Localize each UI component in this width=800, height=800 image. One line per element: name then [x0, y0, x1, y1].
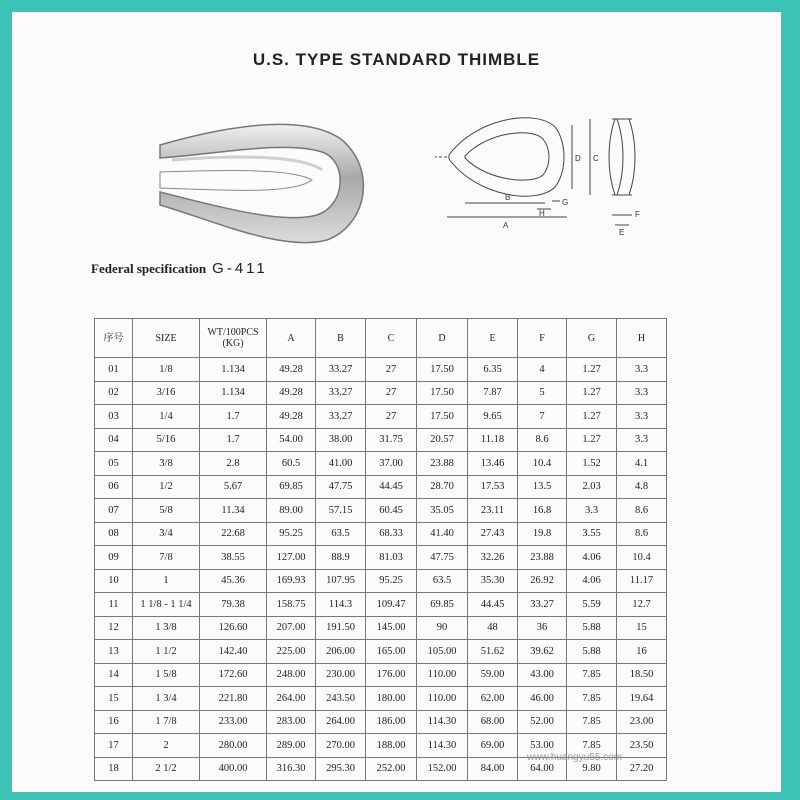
table-cell: 31.75: [366, 428, 417, 452]
table-cell: 252.00: [366, 757, 417, 781]
table-cell: 3.3: [617, 405, 667, 429]
table-cell: 264.00: [316, 710, 366, 734]
table-row: [95, 358, 667, 382]
table-row: [95, 381, 667, 405]
table-cell: 33.27: [518, 593, 567, 617]
table-cell: 08: [95, 522, 133, 546]
page-title: U.S. TYPE STANDARD THIMBLE: [252, 50, 541, 69]
table-cell: 176.00: [366, 663, 417, 687]
table-cell: 1 3/4: [133, 687, 200, 711]
table-cell: 1.52: [567, 452, 617, 476]
column-header: B: [316, 319, 366, 358]
table-cell: 69.00: [468, 734, 518, 758]
table-cell: 15: [95, 687, 133, 711]
table-cell: 45.36: [200, 569, 267, 593]
table-cell: 81.03: [366, 546, 417, 570]
table-cell: 6.35: [468, 358, 518, 382]
table-cell: 188.00: [366, 734, 417, 758]
table-cell: 43.00: [518, 663, 567, 687]
spec-sheet: [12, 12, 781, 792]
column-header: 序号: [95, 319, 133, 358]
table-cell: 27: [366, 405, 417, 429]
table-cell: 18.50: [617, 663, 667, 687]
table-cell: 27: [366, 358, 417, 382]
table-cell: 52.00: [518, 710, 567, 734]
table-cell: 221.80: [200, 687, 267, 711]
table-cell: 44.45: [366, 475, 417, 499]
table-cell: 28.70: [417, 475, 468, 499]
table-cell: 230.00: [316, 663, 366, 687]
table-cell: 152.00: [417, 757, 468, 781]
table-cell: 53.00: [518, 734, 567, 758]
table-cell: 22.68: [200, 522, 267, 546]
table-row: [95, 593, 667, 617]
federal-spec: [91, 260, 268, 277]
table-cell: 243.50: [316, 687, 366, 711]
table-cell: 69.85: [267, 475, 316, 499]
column-header: SIZE: [133, 319, 200, 358]
table-cell: 84.00: [468, 757, 518, 781]
column-header: C: [366, 319, 417, 358]
table-cell: 11.17: [617, 569, 667, 593]
table-cell: 107.95: [316, 569, 366, 593]
dim-label: G: [562, 198, 569, 207]
table-cell: 49.28: [267, 358, 316, 382]
table-cell: 5: [518, 381, 567, 405]
dim-label: F: [635, 210, 640, 219]
table-cell: 12.7: [617, 593, 667, 617]
column-header: F: [518, 319, 567, 358]
dim-label: A: [503, 221, 509, 230]
table-cell: 191.50: [316, 616, 366, 640]
table-cell: 62.00: [468, 687, 518, 711]
table-cell: 95.25: [366, 569, 417, 593]
table-cell: 11.18: [468, 428, 518, 452]
table-body: [95, 358, 667, 781]
table-cell: 1.27: [567, 405, 617, 429]
table-cell: 3.55: [567, 522, 617, 546]
table-cell: 4.06: [567, 569, 617, 593]
table-cell: 33.27: [316, 405, 366, 429]
table-cell: 3/4: [133, 522, 200, 546]
table-cell: 13: [95, 640, 133, 664]
table-cell: 23.00: [617, 710, 667, 734]
table-cell: 19.8: [518, 522, 567, 546]
thimble-dimension-diagram: [427, 97, 667, 247]
table-cell: 1.27: [567, 358, 617, 382]
table-cell: 109.47: [366, 593, 417, 617]
column-header: G: [567, 319, 617, 358]
table-cell: 5.67: [200, 475, 267, 499]
table-cell: 142.40: [200, 640, 267, 664]
table-cell: 110.00: [417, 663, 468, 687]
table-cell: 39.62: [518, 640, 567, 664]
table-cell: 114.30: [417, 710, 468, 734]
table-cell: 23.50: [617, 734, 667, 758]
column-header: WT/100PCS (KG): [200, 319, 267, 358]
table-row: [95, 522, 667, 546]
table-cell: 206.00: [316, 640, 366, 664]
dim-label: H: [539, 209, 545, 218]
table-cell: 2.8: [200, 452, 267, 476]
table-cell: 4.1: [617, 452, 667, 476]
table-cell: 18: [95, 757, 133, 781]
table-cell: 264.00: [267, 687, 316, 711]
table-cell: 2.03: [567, 475, 617, 499]
table-cell: 33.27: [316, 358, 366, 382]
table-cell: 145.00: [366, 616, 417, 640]
table-cell: 35.05: [417, 499, 468, 523]
table-cell: 69.85: [417, 593, 468, 617]
table-cell: 49.28: [267, 381, 316, 405]
table-cell: 63.5: [316, 522, 366, 546]
table-cell: 1 5/8: [133, 663, 200, 687]
table-row: [95, 710, 667, 734]
table-cell: 233.00: [200, 710, 267, 734]
table-cell: 33.27: [316, 381, 366, 405]
table-cell: 51.62: [468, 640, 518, 664]
table-row: [95, 663, 667, 687]
table-cell: 27: [366, 381, 417, 405]
table-row: [95, 687, 667, 711]
table-cell: 295.30: [316, 757, 366, 781]
table-cell: 7.87: [468, 381, 518, 405]
table-cell: 7.85: [567, 734, 617, 758]
table-cell: 44.45: [468, 593, 518, 617]
spec-label: Federal specification: [91, 261, 207, 276]
table-cell: 165.00: [366, 640, 417, 664]
table-cell: 68.33: [366, 522, 417, 546]
table-cell: 90: [417, 616, 468, 640]
column-header: E: [468, 319, 518, 358]
table-cell: 172.60: [200, 663, 267, 687]
table-cell: 27.20: [617, 757, 667, 781]
table-cell: 20.57: [417, 428, 468, 452]
table-cell: 02: [95, 381, 133, 405]
table-row: [95, 640, 667, 664]
table-cell: 16: [617, 640, 667, 664]
table-cell: 400.00: [200, 757, 267, 781]
table-cell: 186.00: [366, 710, 417, 734]
table-cell: 3.3: [617, 428, 667, 452]
table-cell: 5/8: [133, 499, 200, 523]
table-cell: 8.6: [617, 499, 667, 523]
table-cell: 12: [95, 616, 133, 640]
table-cell: 88.9: [316, 546, 366, 570]
table-cell: 3.3: [617, 381, 667, 405]
table-cell: 4.8: [617, 475, 667, 499]
table-cell: 126.60: [200, 616, 267, 640]
thimble-photo: [152, 100, 382, 250]
table-cell: 7/8: [133, 546, 200, 570]
table-cell: 1 7/8: [133, 710, 200, 734]
table-cell: 10.4: [617, 546, 667, 570]
table-cell: 03: [95, 405, 133, 429]
table-cell: 47.75: [316, 475, 366, 499]
table-row: [95, 452, 667, 476]
table-cell: 1 1/2: [133, 640, 200, 664]
table-cell: 04: [95, 428, 133, 452]
table-cell: 95.25: [267, 522, 316, 546]
table-cell: 23.88: [518, 546, 567, 570]
table-cell: 9.80: [567, 757, 617, 781]
table-cell: 1.27: [567, 381, 617, 405]
table-cell: 23.11: [468, 499, 518, 523]
dimension-table: [94, 318, 667, 781]
table-cell: 48: [468, 616, 518, 640]
table-cell: 4: [518, 358, 567, 382]
table-cell: 64.00: [518, 757, 567, 781]
table-cell: 01: [95, 358, 133, 382]
table-cell: 79.38: [200, 593, 267, 617]
table-cell: 7.85: [567, 687, 617, 711]
table-cell: 19.64: [617, 687, 667, 711]
table-row: [95, 499, 667, 523]
column-header: H: [617, 319, 667, 358]
table-cell: 180.00: [366, 687, 417, 711]
table-cell: 1.27: [567, 428, 617, 452]
table-cell: 68.00: [468, 710, 518, 734]
table-cell: 54.00: [267, 428, 316, 452]
table-cell: 15: [617, 616, 667, 640]
table-cell: 114.3: [316, 593, 366, 617]
table-cell: 60.45: [366, 499, 417, 523]
table-cell: 17.50: [417, 405, 468, 429]
table-cell: 10: [95, 569, 133, 593]
dim-label: E: [619, 228, 625, 237]
table-cell: 7: [518, 405, 567, 429]
table-cell: 1/2: [133, 475, 200, 499]
table-cell: 14: [95, 663, 133, 687]
table-cell: 32.26: [468, 546, 518, 570]
table-cell: 110.00: [417, 687, 468, 711]
table-cell: 3/16: [133, 381, 200, 405]
table-cell: 06: [95, 475, 133, 499]
table-cell: 59.00: [468, 663, 518, 687]
column-header: D: [417, 319, 468, 358]
table-cell: 8.6: [617, 522, 667, 546]
table-cell: 1.134: [200, 358, 267, 382]
table-cell: 3.3: [567, 499, 617, 523]
table-cell: 13.46: [468, 452, 518, 476]
table-cell: 41.00: [316, 452, 366, 476]
table-cell: 89.00: [267, 499, 316, 523]
table-cell: 7.85: [567, 710, 617, 734]
column-header: A: [267, 319, 316, 358]
table-cell: 49.28: [267, 405, 316, 429]
table-cell: 105.00: [417, 640, 468, 664]
table-cell: 17.53: [468, 475, 518, 499]
table-cell: 37.00: [366, 452, 417, 476]
table-cell: 225.00: [267, 640, 316, 664]
table-cell: 5/16: [133, 428, 200, 452]
table-cell: 47.75: [417, 546, 468, 570]
table-cell: 270.00: [316, 734, 366, 758]
table-cell: 17.50: [417, 381, 468, 405]
table-row: [95, 405, 667, 429]
table-cell: 35.30: [468, 569, 518, 593]
table-cell: 280.00: [200, 734, 267, 758]
table-cell: 2: [133, 734, 200, 758]
spec-code: G-411: [212, 260, 268, 277]
table-cell: 289.00: [267, 734, 316, 758]
table-cell: 283.00: [267, 710, 316, 734]
table-cell: 1/4: [133, 405, 200, 429]
dim-label: C: [593, 154, 599, 163]
table-cell: 7.85: [567, 663, 617, 687]
table-cell: 11.34: [200, 499, 267, 523]
table-row: [95, 428, 667, 452]
table-cell: 316.30: [267, 757, 316, 781]
table-cell: 9.65: [468, 405, 518, 429]
table-cell: 23.88: [417, 452, 468, 476]
table-cell: 38.55: [200, 546, 267, 570]
table-cell: 248.00: [267, 663, 316, 687]
watermark: www.huangyu55.com: [527, 752, 623, 763]
table-cell: 8.6: [518, 428, 567, 452]
table-cell: 27.43: [468, 522, 518, 546]
table-cell: 114.30: [417, 734, 468, 758]
table-cell: 57.15: [316, 499, 366, 523]
table-cell: 3/8: [133, 452, 200, 476]
table-cell: 5.88: [567, 640, 617, 664]
table-cell: 26.92: [518, 569, 567, 593]
dim-label: D: [575, 154, 581, 163]
table-cell: 4.06: [567, 546, 617, 570]
table-cell: 1/8: [133, 358, 200, 382]
table-cell: 207.00: [267, 616, 316, 640]
table-cell: 17: [95, 734, 133, 758]
table-cell: 09: [95, 546, 133, 570]
table-cell: 1: [133, 569, 200, 593]
table-cell: 16: [95, 710, 133, 734]
table-cell: 05: [95, 452, 133, 476]
table-cell: 11: [95, 593, 133, 617]
table-cell: 158.75: [267, 593, 316, 617]
table-cell: 36: [518, 616, 567, 640]
table-cell: 2 1/2: [133, 757, 200, 781]
table-cell: 07: [95, 499, 133, 523]
table-row: [95, 475, 667, 499]
table-cell: 38.00: [316, 428, 366, 452]
table-cell: 17.50: [417, 358, 468, 382]
table-row: [95, 616, 667, 640]
table-cell: 5.88: [567, 616, 617, 640]
table-cell: 127.00: [267, 546, 316, 570]
table-cell: 1.134: [200, 381, 267, 405]
table-cell: 1.7: [200, 428, 267, 452]
table-cell: 169.93: [267, 569, 316, 593]
table-cell: 41.40: [417, 522, 468, 546]
table-cell: 63.5: [417, 569, 468, 593]
table-cell: 1 3/8: [133, 616, 200, 640]
table-cell: 60.5: [267, 452, 316, 476]
table-cell: 3.3: [617, 358, 667, 382]
table-row: [95, 546, 667, 570]
table-header-row: [95, 319, 667, 358]
table-cell: 10.4: [518, 452, 567, 476]
table-cell: 13.5: [518, 475, 567, 499]
table-cell: 1 1/8 - 1 1/4: [133, 593, 200, 617]
table-cell: 16.8: [518, 499, 567, 523]
table-cell: 46.00: [518, 687, 567, 711]
table-cell: 1.7: [200, 405, 267, 429]
table-row: [95, 569, 667, 593]
table-cell: 5.59: [567, 593, 617, 617]
dim-label: B: [505, 193, 511, 202]
